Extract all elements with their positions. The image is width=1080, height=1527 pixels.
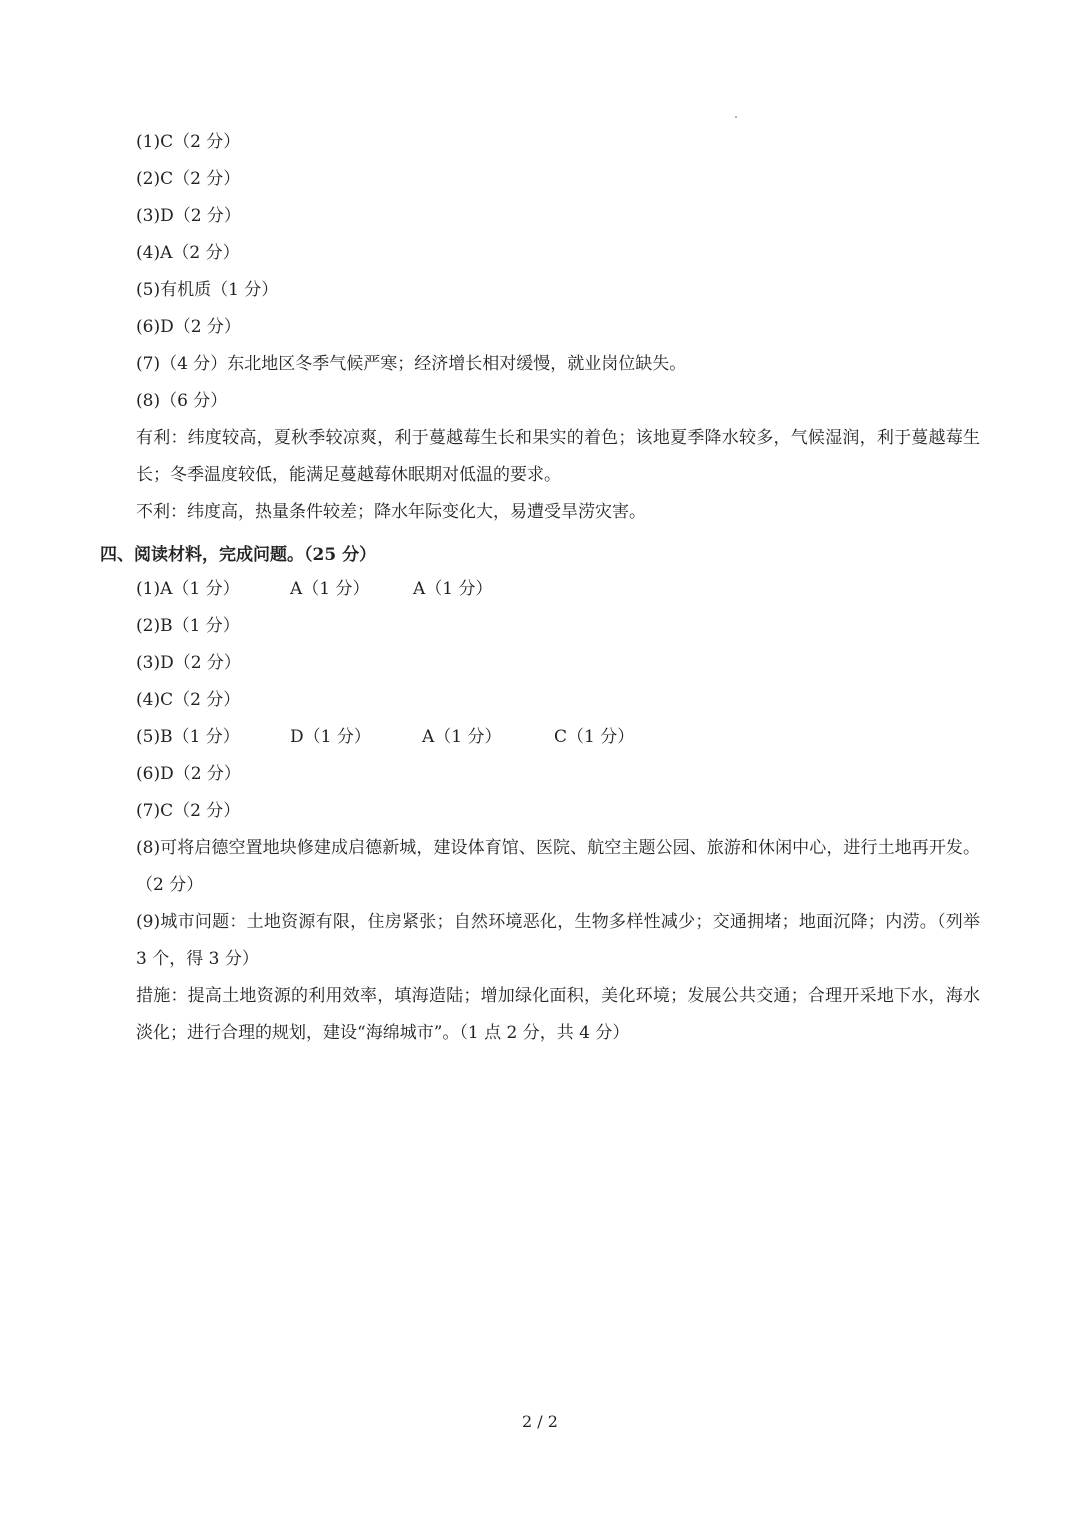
part4-q3: (3)D（2 分） [136,653,241,673]
part3-item-5: (5)有机质（1 分） [136,280,279,300]
part4-q7: (7)C（2 分） [136,801,241,821]
part3-item-3: (3)D（2 分） [136,206,241,226]
scan-speck [735,116,737,118]
part4-answers [136,571,980,1052]
part4-q4: (4)C（2 分） [136,690,241,710]
part4-q9-measures: 措施：提高土地资源的利用效率，填海造陆；增加绿化面积，美化环境；发展公共交通；合理开采地下水，海水淡化；进行合理的规划，建设“海绵城市”。（1 点 2 分，共 4 分） [136,986,980,1043]
part3-item-4: (4)A（2 分） [136,243,240,263]
part3-q8-favorable: 有利：纬度较高，夏秋季较凉爽，利于蔓越莓生长和果实的着色；该地夏季降水较多，气候湿润，利于蔓越莓生长；冬季温度较低，能满足蔓越莓休眠期对低温的要求。 [136,428,980,485]
part4-q1-b: A（1 分） [290,579,370,599]
part4-q9-problems: (9)城市问题：土地资源有限，住房紧张；自然环境恶化，生物多样性减少；交通拥堵；地面沉降；内涝。（列举 3 个，得 3 分） [136,912,980,969]
part3-item-7: (7)（4 分）东北地区冬季气候严寒；经济增长相对缓慢，就业岗位缺失。 [136,354,687,374]
part4-heading: 四、阅读材料，完成问题。（25 分） [100,545,377,565]
part4-q5-c: A（1 分） [422,727,502,747]
part3-item-1: (1)C（2 分） [136,132,241,152]
part3-item-2: (2)C（2 分） [136,169,241,189]
part3-item-6: (6)D（2 分） [136,317,241,337]
part4-q5-d: C（1 分） [554,727,635,747]
part4-q5-a: (5)B（1 分） [136,727,240,747]
part4-q5-b: D（1 分） [290,727,371,747]
part4-q8: (8)可将启德空置地块修建成启德新城，建设体育馆、医院、航空主题公园、旅游和休闲中心，进行土地再开发。（2 分） [136,838,980,895]
part4-q5-row [136,719,980,756]
part4-q1-a: (1)A（1 分） [136,579,240,599]
page-number: 2 / 2 [522,1412,558,1431]
part4-q1-c: A（1 分） [413,579,493,599]
part4-q2: (2)B（1 分） [136,616,240,636]
part3-answers [136,124,980,531]
part4-q6: (6)D（2 分） [136,764,241,784]
part3-q8-unfavorable: 不利：纬度高，热量条件较差；降水年际变化大，易遭受旱涝灾害。 [136,502,646,522]
part3-item-8: (8)（6 分） [136,391,228,411]
part4-q1-row [136,571,980,608]
